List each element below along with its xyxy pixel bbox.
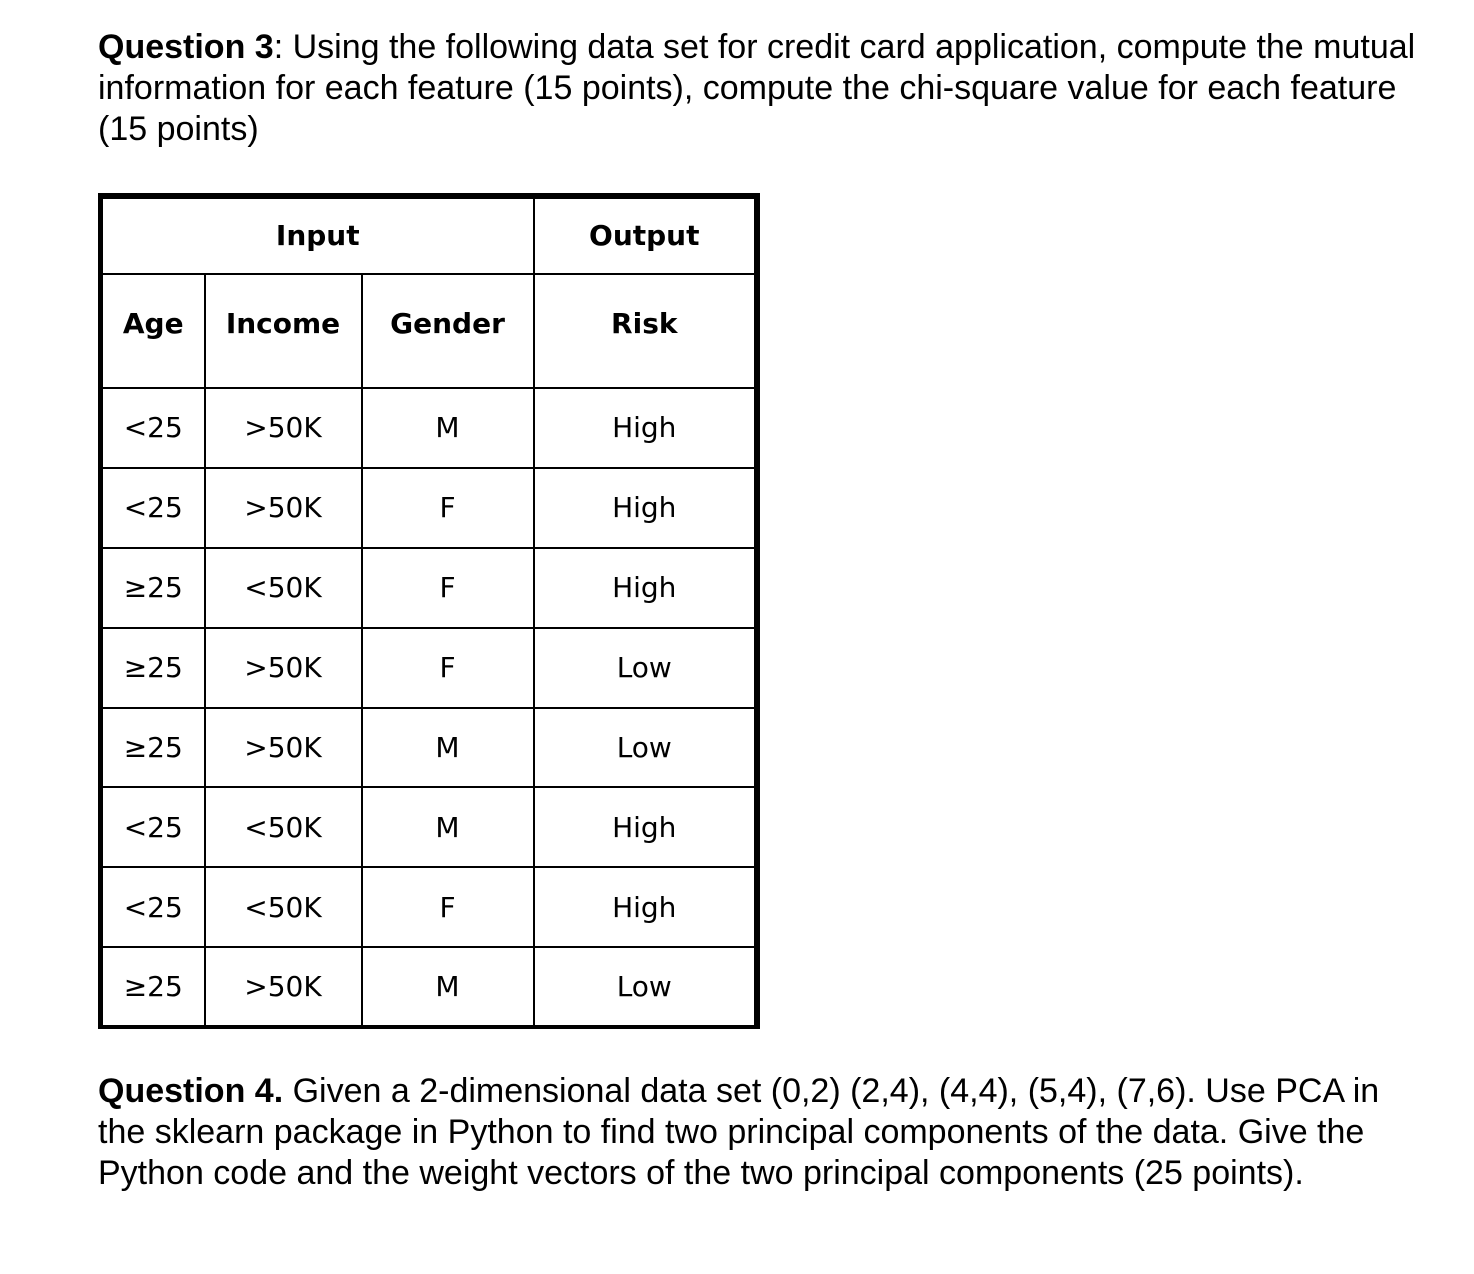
credit-application-table	[98, 193, 760, 1029]
table-row	[101, 468, 758, 548]
gender-cell: F	[362, 548, 534, 628]
risk-cell: High	[534, 388, 757, 468]
income-cell: >50K	[205, 628, 362, 708]
age-cell: ≥25	[101, 708, 205, 788]
income-cell: <50K	[205, 867, 362, 947]
gender-header: Gender	[362, 274, 534, 388]
gender-cell: F	[362, 867, 534, 947]
question-3-text: : Using the following data set for credit card application, compute the mutual information for each feature (15 points), compute the chi-square value for each feature (15 points)	[98, 28, 1416, 148]
risk-cell: High	[534, 787, 757, 867]
income-header: Income	[205, 274, 362, 388]
income-cell: <50K	[205, 787, 362, 867]
table-row	[101, 787, 758, 867]
income-cell: <50K	[205, 548, 362, 628]
gender-cell: M	[362, 708, 534, 788]
gender-cell: M	[362, 947, 534, 1027]
age-cell: ≥25	[101, 548, 205, 628]
table-row	[101, 548, 758, 628]
age-cell: <25	[101, 787, 205, 867]
age-header: Age	[101, 274, 205, 388]
risk-cell: High	[534, 867, 757, 947]
question-4-label: Question 4.	[98, 1072, 284, 1110]
gender-cell: F	[362, 468, 534, 548]
table-row	[101, 867, 758, 947]
column-header-row	[101, 274, 758, 388]
table-row	[101, 388, 758, 468]
question-3	[98, 27, 1438, 150]
question-4-text: Given a 2-dimensional data set (0,2) (2,4), (4,4), (5,4), (7,6). Use PCA in the sklearn package in Python to find two principal components of the data. Give the Python code and the weight vectors of the two principal components (25 points).	[98, 1072, 1380, 1192]
age-cell: ≥25	[101, 628, 205, 708]
risk-cell: Low	[534, 708, 757, 788]
risk-cell: High	[534, 468, 757, 548]
income-cell: >50K	[205, 708, 362, 788]
table-body	[101, 388, 758, 1027]
group-header-row	[101, 196, 758, 274]
risk-cell: Low	[534, 947, 757, 1027]
table-row	[101, 628, 758, 708]
table-row	[101, 708, 758, 788]
input-group-header: Input	[101, 196, 534, 274]
question-3-label: Question 3	[98, 28, 274, 66]
risk-header: Risk	[534, 274, 757, 388]
gender-cell: M	[362, 787, 534, 867]
age-cell: <25	[101, 388, 205, 468]
gender-cell: F	[362, 628, 534, 708]
risk-cell: Low	[534, 628, 757, 708]
table-row	[101, 947, 758, 1027]
age-cell: ≥25	[101, 947, 205, 1027]
output-group-header: Output	[534, 196, 757, 274]
income-cell: >50K	[205, 388, 362, 468]
risk-cell: High	[534, 548, 757, 628]
gender-cell: M	[362, 388, 534, 468]
income-cell: >50K	[205, 468, 362, 548]
age-cell: <25	[101, 867, 205, 947]
income-cell: >50K	[205, 947, 362, 1027]
age-cell: <25	[101, 468, 205, 548]
question-4	[98, 1071, 1398, 1194]
